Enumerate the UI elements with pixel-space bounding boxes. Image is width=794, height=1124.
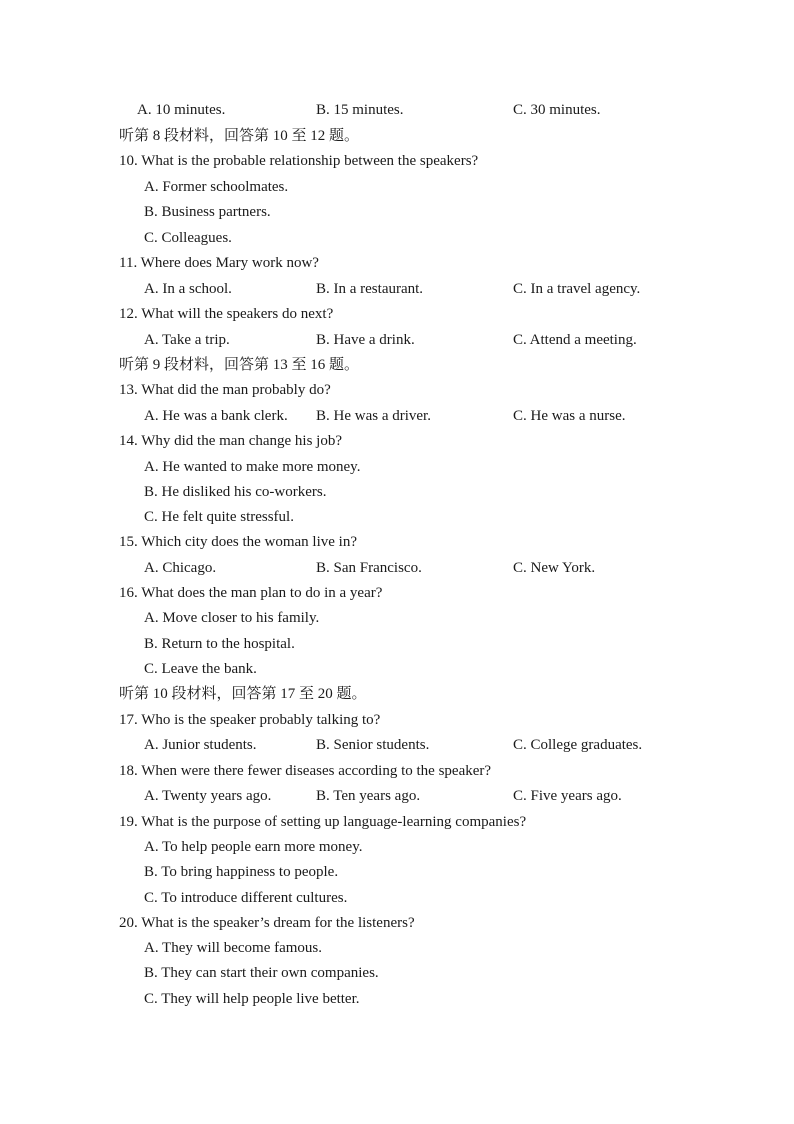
option-b: B. In a restaurant. [316,280,424,297]
q10-option-b: B. Business partners. [144,204,271,220]
question-11 [0,251,794,276]
question-14 [0,429,794,454]
option-c: C. College graduates. [513,737,643,753]
question-text: 12. What will the speakers do next? [119,306,334,322]
q19-option-a: A. To help people earn more money. [144,838,363,855]
question-text: 20. What is the speaker’s dream for the listeners? [119,915,415,931]
option-b: B. Have a drink. [316,331,415,348]
q18-options [0,784,794,809]
option-b: B. Ten years ago. [316,788,421,804]
q16-option-a: A. Move closer to his family. [144,610,320,626]
q13-options [0,404,794,429]
question-19 [0,810,794,835]
question-18 [0,759,794,784]
question-text: 18. When were there fewer diseases according to the speaker? [119,762,492,779]
question-text: 19. What is the purpose of setting up language-learning companies? [119,813,527,830]
section-heading-8: 听第 8 段材料，回答第 10 至 12 题。 [119,127,360,144]
option-c: C. 30 minutes. [513,102,601,118]
question-text: 17. Who is the speaker probably talking to? [119,711,381,728]
option-c: C. Five years ago. [513,788,622,804]
question-text: 13. What did the man probably do? [119,382,331,398]
q16-option-c: C. Leave the bank. [144,661,257,677]
q20-option-a: A. They will become famous. [144,940,323,956]
question-text: 14. Why did the man change his job? [119,433,343,449]
section-heading-10: 听第 10 段材料，回答第 17 至 20 题。 [119,686,367,702]
option-c: C. He was a nurse. [513,407,626,424]
question-16 [0,581,794,606]
question-10 [0,149,794,174]
q14-option-c: C. He felt quite stressful. [144,509,294,525]
q19-option-c: C. To introduce different cultures. [144,889,348,906]
question-13 [0,378,794,403]
question-text: 15. Which city does the woman live in? [119,534,358,550]
option-a: A. Take a trip. [144,331,230,348]
question-12 [0,302,794,327]
q20-option-c: C. They will help people live better. [144,990,360,1007]
option-b: B. San Francisco. [316,559,422,576]
option-b: B. 15 minutes. [316,102,404,118]
option-c: C. New York. [513,559,596,576]
q15-options [0,556,794,581]
question-17 [0,708,794,733]
q19-option-b: B. To bring happiness to people. [144,864,339,880]
option-a: A. Junior students. [144,737,257,753]
option-a: A. 10 minutes. [137,102,226,118]
q17-options [0,733,794,758]
option-a: A. In a school. [144,280,232,297]
q20-option-b: B. They can start their own companies. [144,965,379,981]
option-b: B. Senior students. [316,737,430,753]
option-c: C. In a travel agency. [513,280,641,297]
option-a: A. Twenty years ago. [144,788,272,804]
question-text: 11. Where does Mary work now? [119,255,319,271]
q14-option-a: A. He wanted to make more money. [144,458,361,475]
question-15 [0,530,794,555]
question-text: 10. What is the probable relationship between the speakers? [119,153,479,169]
question-text: 16. What does the man plan to do in a year? [119,585,383,601]
options-row-q9 [0,98,794,123]
q12-options [0,328,794,353]
option-b: B. He was a driver. [316,407,431,424]
q11-options [0,277,794,302]
question-20 [0,911,794,936]
option-a: A. He was a bank clerk. [144,407,288,424]
option-a: A. Chicago. [144,559,217,576]
q10-option-a: A. Former schoolmates. [144,178,289,195]
section-heading-9: 听第 9 段材料，回答第 13 至 16 题。 [119,357,360,373]
q10-option-c: C. Colleagues. [144,229,232,246]
q16-option-b: B. Return to the hospital. [144,635,295,652]
q14-option-b: B. He disliked his co-workers. [144,483,327,500]
option-c: C. Attend a meeting. [513,331,637,348]
